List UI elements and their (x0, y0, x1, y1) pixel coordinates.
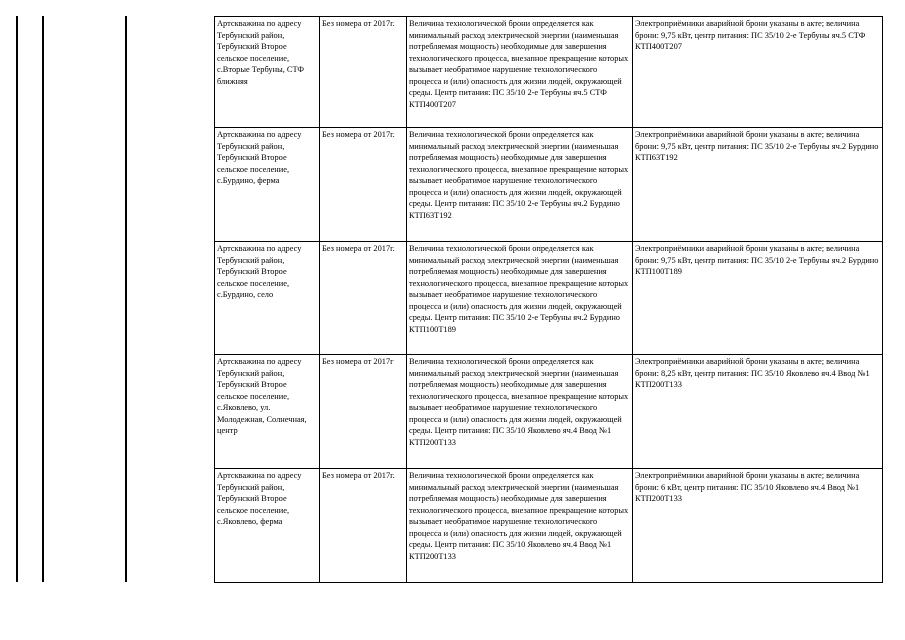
description-cell: Величина технологической брони определяется как минимальный расход электрической энергии (наименьшая потребляемая мощность) необходимые для завершения технологического процесса, внезапное прекращение которых вызывает необратимое нарушение технологического процесса и (или) опасность для жизни людей, окружающей среды. Центр питания: ПС 35/10 2-е Тербуны яч.5 СТФ КТП400Т207 (407, 17, 633, 128)
object-cell: Артскважина по адресу Тербунский район, Тербунский Второе сельское поселение, с.Бурдино, ферма (215, 128, 320, 242)
act-cell: Без номера от 2017г. (320, 17, 407, 128)
description-cell: Величина технологической брони определяется как минимальный расход электрической энергии (наименьшая потребляемая мощность) необходимые для завершения технологического процесса, внезапное прекращение которых вызывает необратимое нарушение технологического процесса и (или) опасность для жизни людей, окружающей среды. Центр питания: ПС 35/10 2-е Тербуны яч.2 Бурдино КТП100Т189 (407, 242, 633, 355)
description-cell: Величина технологической брони определяется как минимальный расход электрической энергии (наименьшая потребляемая мощность) необходимые для завершения технологического процесса, внезапное прекращение которых вызывает необратимое нарушение технологического процесса и (или) опасность для жизни людей, окружающей среды. Центр питания: ПС 35/10 Яковлево яч.4 Ввод №1 КТП200Т133 (407, 355, 633, 469)
left-border-line-1 (16, 16, 18, 582)
description-cell: Величина технологической брони определяется как минимальный расход электрической энергии (наименьшая потребляемая мощность) необходимые для завершения технологического процесса, внезапное прекращение которых вызывает необратимое нарушение технологического процесса и (или) опасность для жизни людей, окружающей среды. Центр питания: ПС 35/10 2-е Тербуны яч.2 Бурдино КТП63Т192 (407, 128, 633, 242)
note-cell: Электроприёмники аварийной брони указаны в акте; величина брони: 9,75 кВт, центр питания: ПС 35/10 2-е Тербуны яч.2 Бурдино КТП100Т189 (633, 242, 883, 355)
object-cell: Артскважина по адресу Тербунский район, Тербунский Второе сельское поселение, с.Бурдино, село (215, 242, 320, 355)
table-row (215, 469, 883, 583)
description-cell: Величина технологической брони определяется как минимальный расход электрической энергии (наименьшая потребляемая мощность) необходимые для завершения технологического процесса, внезапное прекращение которых вызывает необратимое нарушение технологического процесса и (или) опасность для жизни людей, окружающей среды. Центр питания: ПС 35/10 Яковлево яч.4 Ввод №1 КТП200Т133 (407, 469, 633, 583)
note-cell: Электроприёмники аварийной брони указаны в акте; величина брони: 9,75 кВт, центр питания: ПС 35/10 2-е Тербуны яч.2 Бурдино КТП63Т192 (633, 128, 883, 242)
left-border-line-2 (42, 16, 44, 582)
emergency-reserve-table (214, 16, 883, 583)
note-cell: Электроприёмники аварийной брони указаны в акте; величина брони: 8,25 кВт, центр питания: ПС 35/10 Яковлево яч.4 Ввод №1 КТП200Т133 (633, 355, 883, 469)
left-border-line-3 (125, 16, 127, 582)
act-cell: Без номера от 2017г. (320, 128, 407, 242)
note-cell: Электроприёмники аварийной брони указаны в акте; величина брони: 6 кВт, центр питания: ПС 35/10 Яковлево яч.4 Ввод №1 КТП200Т133 (633, 469, 883, 583)
table-row (215, 128, 883, 242)
act-cell: Без номера от 2017г (320, 355, 407, 469)
act-cell: Без номера от 2017г. (320, 469, 407, 583)
table-row (215, 355, 883, 469)
object-cell: Артскважина по адресу Тербунский район, Тербунский Второе сельское поселение, с.Вторые Тербуны, СТФ ближняя (215, 17, 320, 128)
object-cell: Артскважина по адресу Тербунский район, Тербунский Второе сельское поселение, с.Яковлево, ферма (215, 469, 320, 583)
object-cell: Артскважина по адресу Тербунский район, Тербунский Второе сельское поселение, с.Яковлево, ул. Молодежная, Солнечная, центр (215, 355, 320, 469)
table-row (215, 17, 883, 128)
note-cell: Электроприёмники аварийной брони указаны в акте; величина брони: 9,75 кВт, центр питания: ПС 35/10 2-е Тербуны яч.5 СТФ КТП400Т207 (633, 17, 883, 128)
table-row (215, 242, 883, 355)
act-cell: Без номера от 2017г. (320, 242, 407, 355)
